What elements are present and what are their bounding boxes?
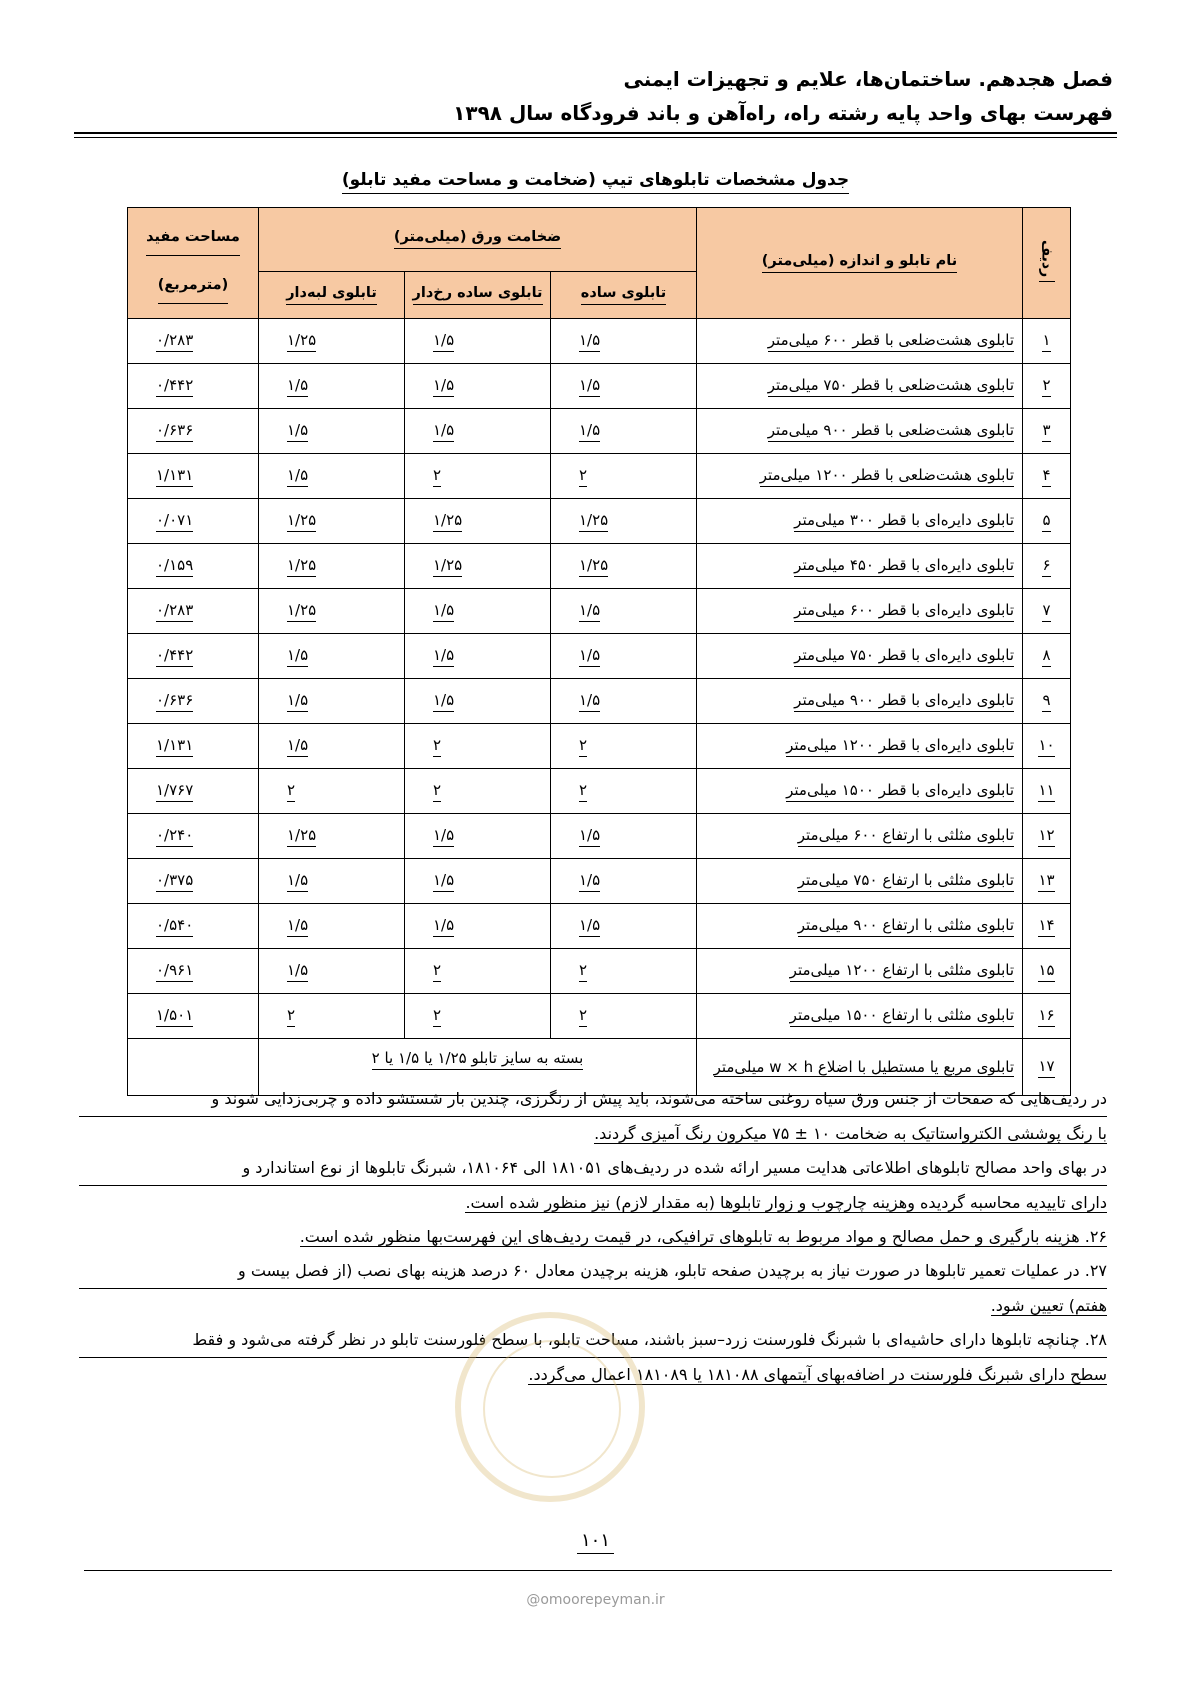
cell-labedar: ۱/۲۵: [259, 814, 405, 859]
cell-rokhdar: ۲: [405, 454, 551, 499]
note-26: ۲۶. هزینه بارگیری و حمل مصالح و مواد مربوط به تابلوهای ترافیکی، در قیمت ردیف‌های این فهرست‌بها منظور شده است.: [299, 1227, 1107, 1246]
cell-area: ۱/۷۶۷: [128, 769, 259, 814]
cell-area: ۰/۵۴۰: [128, 904, 259, 949]
cell-area: ۰/۳۷۵: [128, 859, 259, 904]
cell-rokhdar: ۱/۵: [405, 904, 551, 949]
cell-sade: ۱/۵: [551, 634, 697, 679]
cell-area: ۰/۲۸۳: [128, 589, 259, 634]
cell-name: تابلوی دایره‌ای با قطر ۱۲۰۰ میلی‌متر: [697, 724, 1023, 769]
cell-name: تابلوی مثلثی با ارتفاع ۷۵۰ میلی‌متر: [697, 859, 1023, 904]
table-row: [128, 544, 1071, 589]
cell-rokhdar: ۱/۵: [405, 409, 551, 454]
cell-radif: ۱۱: [1023, 769, 1071, 814]
note-paragraph: در بهای واحد مصالح تابلوهای اطلاعاتی هدایت مسیر ارائه شده در ردیف‌های ۱۸۱۰۵۱ الی ۱۸۱۰۶۴، شبرنگ تابلوها از نوع استاندارد و: [79, 1151, 1107, 1186]
cell-radif: ۳: [1023, 409, 1071, 454]
note-paragraph: دارای تاییدیه محاسبه گردیده وهزینه چارچوب و زوار تابلوها (به مقدار لازم) نیز منظور شده است.: [465, 1193, 1107, 1212]
cell-radif: ۱۲: [1023, 814, 1071, 859]
cell-name: تابلوی مثلثی با ارتفاع ۹۰۰ میلی‌متر: [697, 904, 1023, 949]
cell-rokhdar: ۱/۵: [405, 814, 551, 859]
cell-name: تابلوی مربع یا مستطیل با اضلاع w × h میلی‌متر: [697, 1039, 1023, 1096]
table-row: [128, 949, 1071, 994]
cell-name: تابلوی دایره‌ای با قطر ۷۵۰ میلی‌متر: [697, 634, 1023, 679]
header-rule-thin: [74, 137, 1117, 138]
cell-area: ۰/۲۴۰: [128, 814, 259, 859]
cell-rokhdar: ۱/۵: [405, 589, 551, 634]
cell-name: تابلوی هشت‌ضلعی با قطر ۱۲۰۰ میلی‌متر: [697, 454, 1023, 499]
cell-area: ۱/۵۰۱: [128, 994, 259, 1039]
cell-area: ۱/۱۳۱: [128, 454, 259, 499]
cell-sade: ۱/۵: [551, 589, 697, 634]
cell-rokhdar: ۱/۵: [405, 859, 551, 904]
table-row: [128, 994, 1071, 1039]
cell-area: ۰/۲۸۳: [128, 319, 259, 364]
cell-radif: ۱: [1023, 319, 1071, 364]
note-28: ۲۸. چنانچه تابلوها دارای حاشیه‌ای با شبرنگ فلورسنت زرد–سبز باشند، مساحت تابلو، با سطح فلورسنت تابلو در نظر گرفته می‌شود و فقط: [79, 1323, 1107, 1358]
cell-labedar: ۱/۵: [259, 949, 405, 994]
cell-radif: ۱۳: [1023, 859, 1071, 904]
header-name: نام تابلو و اندازه (میلی‌متر): [697, 208, 1023, 319]
table-row: [128, 814, 1071, 859]
chapter-title: فصل هجدهم. ساختمان‌ها، علایم و تجهیزات ایمنی: [623, 67, 1113, 91]
cell-radif: ۹: [1023, 679, 1071, 724]
cell-name: تابلوی دایره‌ای با قطر ۱۵۰۰ میلی‌متر: [697, 769, 1023, 814]
cell-sade: ۲: [551, 769, 697, 814]
cell-labedar: ۱/۵: [259, 364, 405, 409]
cell-name: تابلوی مثلثی با ارتفاع ۶۰۰ میلی‌متر: [697, 814, 1023, 859]
header-rokhdar: تابلوی ساده رخ‌دار: [405, 271, 551, 318]
cell-thickness-merged: بسته به سایز تابلو ۱/۲۵ یا ۱/۵ یا ۲: [259, 1039, 697, 1096]
cell-rokhdar: ۲: [405, 769, 551, 814]
cell-labedar: ۱/۵: [259, 454, 405, 499]
cell-sade: ۱/۵: [551, 409, 697, 454]
cell-rokhdar: ۲: [405, 724, 551, 769]
cell-name: تابلوی هشت‌ضلعی با قطر ۶۰۰ میلی‌متر: [697, 319, 1023, 364]
cell-labedar: ۱/۵: [259, 724, 405, 769]
cell-labedar: ۱/۵: [259, 859, 405, 904]
note-paragraph: در ردیف‌هایی که صفحات از جنس ورق سیاه روغنی ساخته می‌شوند، باید پیش از رنگرزی، چندین بار شستشو داده و چربی‌زدایی شوند و: [79, 1082, 1107, 1117]
cell-sade: ۱/۵: [551, 859, 697, 904]
cell-sade: ۱/۲۵: [551, 499, 697, 544]
cell-name: تابلوی مثلثی با ارتفاع ۱۲۰۰ میلی‌متر: [697, 949, 1023, 994]
price-list-title: فهرست بهای واحد پایه رشته راه، راه‌آهن و باند فرودگاه سال ۱۳۹۸: [453, 101, 1113, 125]
signs-spec-table: [127, 207, 1071, 1096]
cell-area: ۰/۶۳۶: [128, 409, 259, 454]
cell-labedar: ۱/۵: [259, 904, 405, 949]
cell-labedar: ۱/۲۵: [259, 319, 405, 364]
cell-rokhdar: ۱/۲۵: [405, 544, 551, 589]
cell-labedar: ۱/۵: [259, 409, 405, 454]
table-row: [128, 679, 1071, 724]
cell-sade: ۱/۵: [551, 364, 697, 409]
cell-rokhdar: ۱/۵: [405, 634, 551, 679]
cell-area: ۰/۱۵۹: [128, 544, 259, 589]
cell-sade: ۱/۵: [551, 319, 697, 364]
header-area: مساحت مفید (مترمربع): [128, 208, 259, 319]
table-row: [128, 724, 1071, 769]
header-rule: [74, 132, 1117, 134]
watermark-seal: [455, 1312, 645, 1502]
cell-name: تابلوی هشت‌ضلعی با قطر ۹۰۰ میلی‌متر: [697, 409, 1023, 454]
table-caption: جدول مشخصات تابلوهای تیپ (ضخامت و مساحت مفید تابلو): [0, 170, 1191, 190]
table-row: [128, 904, 1071, 949]
cell-sade: ۲: [551, 994, 697, 1039]
cell-area: ۰/۴۴۲: [128, 364, 259, 409]
cell-radif: ۱۴: [1023, 904, 1071, 949]
cell-name: تابلوی دایره‌ای با قطر ۹۰۰ میلی‌متر: [697, 679, 1023, 724]
table-row: [128, 319, 1071, 364]
cell-area: ۱/۱۳۱: [128, 724, 259, 769]
cell-rokhdar: ۱/۵: [405, 319, 551, 364]
cell-radif: ۱۶: [1023, 994, 1071, 1039]
cell-labedar: ۱/۲۵: [259, 499, 405, 544]
cell-radif: ۱۷: [1023, 1039, 1071, 1096]
cell-rokhdar: ۲: [405, 994, 551, 1039]
page-number: ۱۰۱: [0, 1530, 1191, 1551]
cell-labedar: ۱/۵: [259, 634, 405, 679]
note-27: ۲۷. در عملیات تعمیر تابلوها در صورت نیاز به برچیدن صفحه تابلو، هزینه برچیدن معادل ۶۰ درصد هزینه بهای نصب (از فصل بیست و: [79, 1254, 1107, 1289]
site-footer: @omoorepeyman.ir: [526, 1592, 665, 1608]
cell-sade: ۱/۲۵: [551, 544, 697, 589]
cell-labedar: ۲: [259, 769, 405, 814]
chapter-header: [73, 62, 1113, 130]
cell-sade: ۲: [551, 724, 697, 769]
cell-radif: ۵: [1023, 499, 1071, 544]
note-27-cont: هفتم) تعیین شود.: [990, 1296, 1107, 1315]
cell-labedar: ۱/۲۵: [259, 544, 405, 589]
header-thickness: ضخامت ورق (میلی‌متر): [259, 208, 697, 272]
header-sade: تابلوی ساده: [551, 271, 697, 318]
table-row: [128, 454, 1071, 499]
cell-area: ۰/۶۳۶: [128, 679, 259, 724]
cell-labedar: ۱/۵: [259, 679, 405, 724]
cell-rokhdar: ۱/۵: [405, 364, 551, 409]
cell-sade: ۲: [551, 949, 697, 994]
note-28-cont: سطح دارای شبرنگ فلورسنت در اضافه‌بهای آیتمهای ۱۸۱۰۸۸ یا ۱۸۱۰۸۹ اعمال می‌گردد.: [528, 1365, 1107, 1384]
cell-radif: ۱۵: [1023, 949, 1071, 994]
cell-name: تابلوی دایره‌ای با قطر ۴۵۰ میلی‌متر: [697, 544, 1023, 589]
header-radif: ردیف: [1023, 208, 1071, 319]
table-row: [128, 769, 1071, 814]
cell-sade: ۲: [551, 454, 697, 499]
cell-radif: ۲: [1023, 364, 1071, 409]
cell-radif: ۴: [1023, 454, 1071, 499]
cell-name: تابلوی دایره‌ای با قطر ۳۰۰ میلی‌متر: [697, 499, 1023, 544]
cell-rokhdar: ۱/۵: [405, 679, 551, 724]
table-row: [128, 499, 1071, 544]
cell-sade: ۱/۵: [551, 904, 697, 949]
header-labedar: تابلوی لبه‌دار: [259, 271, 405, 318]
cell-rokhdar: ۲: [405, 949, 551, 994]
table-row: [128, 859, 1071, 904]
cell-sade: ۱/۵: [551, 679, 697, 724]
cell-sade: ۱/۵: [551, 814, 697, 859]
table-row: [128, 364, 1071, 409]
footer-rule: [84, 1570, 1112, 1571]
note-paragraph: با رنگ پوششی الکترواستاتیک به ضخامت ۱۰ ± ۷۵ میکرون رنگ آمیزی گردند.: [594, 1124, 1107, 1143]
table-row: [128, 409, 1071, 454]
cell-name: تابلوی دایره‌ای با قطر ۶۰۰ میلی‌متر: [697, 589, 1023, 634]
cell-area: ۰/۹۶۱: [128, 949, 259, 994]
cell-labedar: ۲: [259, 994, 405, 1039]
cell-name: تابلوی هشت‌ضلعی با قطر ۷۵۰ میلی‌متر: [697, 364, 1023, 409]
cell-labedar: ۱/۲۵: [259, 589, 405, 634]
cell-area: ۰/۰۷۱: [128, 499, 259, 544]
cell-radif: ۸: [1023, 634, 1071, 679]
cell-rokhdar: ۱/۲۵: [405, 499, 551, 544]
table-row: [128, 589, 1071, 634]
cell-name: تابلوی مثلثی با ارتفاع ۱۵۰۰ میلی‌متر: [697, 994, 1023, 1039]
cell-radif: ۶: [1023, 544, 1071, 589]
table-body: [128, 319, 1071, 1096]
cell-radif: ۷: [1023, 589, 1071, 634]
cell-radif: ۱۰: [1023, 724, 1071, 769]
table-row: [128, 634, 1071, 679]
cell-area: ۰/۴۴۲: [128, 634, 259, 679]
